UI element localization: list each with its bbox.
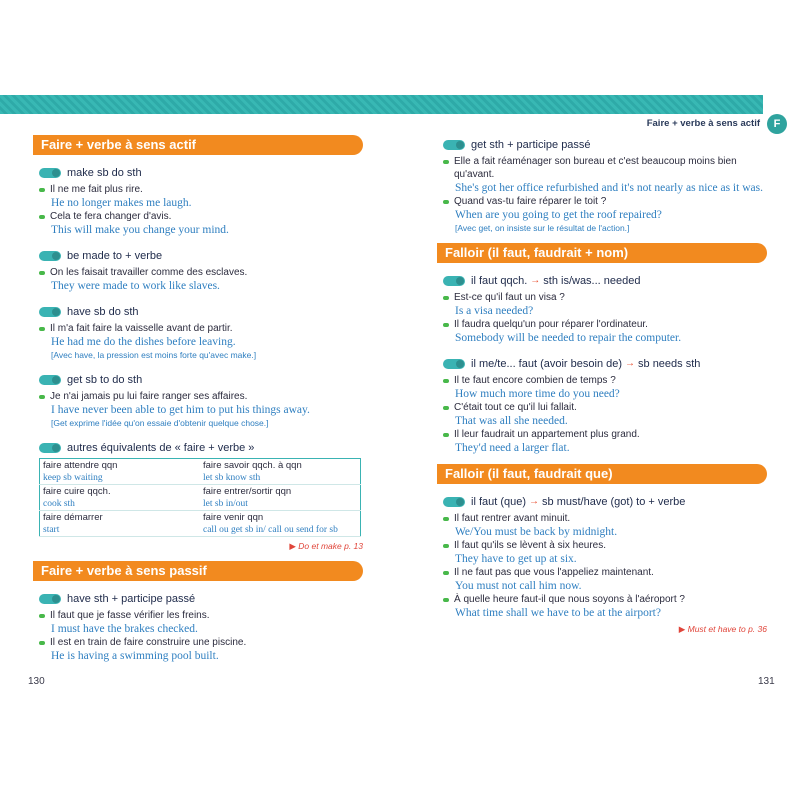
- bullet-icon: [443, 598, 449, 602]
- bullet-icon: [39, 327, 45, 331]
- english-translation: You must not call him now.: [455, 580, 582, 592]
- french-sentence: Il leur faudrait un appartement plus grand.: [454, 429, 640, 440]
- bullet-icon: [443, 406, 449, 410]
- table-row: faire attendre qqn faire savoir qqch. à qqn: [43, 460, 302, 471]
- example: [443, 155, 767, 195]
- triangle-right-icon: ▶: [678, 624, 686, 634]
- french-sentence: Il faut rentrer avant minuit.: [454, 513, 571, 524]
- bullet-icon: [39, 271, 45, 275]
- section-header-falloir-nom: Falloir (il faut, faudrait + nom): [437, 243, 767, 263]
- toggle-icon: [443, 497, 465, 507]
- toggle-icon: [443, 140, 465, 150]
- example: [39, 609, 363, 636]
- pattern-make-sb-do-sth: make sb do sth: [39, 165, 363, 180]
- example: [39, 183, 363, 210]
- french-sentence: Il faudra quelqu'un pour réparer l'ordinateur.: [454, 319, 648, 330]
- bullet-icon: [39, 188, 45, 192]
- english-translation: How much more time do you need?: [455, 388, 620, 400]
- example: [443, 195, 767, 234]
- bullet-icon: [39, 215, 45, 219]
- french-sentence: Il faut que je fasse vérifier les freins.: [50, 610, 210, 621]
- example: [443, 539, 767, 566]
- chapter-running-head: Faire + verbe à sens actif: [646, 118, 760, 129]
- example: [39, 636, 363, 663]
- toggle-icon: [39, 594, 61, 604]
- pattern-have-sth-pp: have sth + participe passé: [39, 591, 363, 606]
- bullet-icon: [443, 323, 449, 327]
- bullet-icon: [443, 517, 449, 521]
- toggle-icon: [39, 307, 61, 317]
- toggle-icon: [39, 375, 61, 385]
- french-sentence: Il est en train de faire construire une piscine.: [50, 637, 247, 648]
- cross-reference-link[interactable]: ▶ Do et make p. 13: [289, 541, 363, 551]
- english-translation: Is a visa needed?: [455, 305, 534, 317]
- example: [443, 512, 767, 539]
- bullet-icon: [39, 641, 45, 645]
- toggle-icon: [443, 359, 465, 369]
- french-sentence: Quand vas-tu faire réparer le toit ?: [454, 196, 607, 207]
- english-translation: He is having a swimming pool built.: [51, 650, 219, 662]
- french-sentence: Il ne me fait plus rire.: [50, 184, 143, 195]
- french-sentence: Est-ce qu'il faut un visa ?: [454, 292, 565, 303]
- table-row: start call ou get sb in/ call ou send for sb: [40, 524, 361, 537]
- french-sentence: Cela te fera changer d'avis.: [50, 211, 172, 222]
- bullet-icon: [443, 296, 449, 300]
- french-sentence: Elle a fait réaménager son bureau et c'est beaucoup moins bien qu'avant.: [454, 156, 737, 180]
- example: [443, 401, 767, 428]
- english-translation: She's got her office refurbished and it's not nearly as nice as it was.: [455, 182, 763, 194]
- english-translation: I must have the brakes checked.: [51, 623, 198, 635]
- section-header-faire-actif: Faire + verbe à sens actif: [33, 135, 363, 155]
- french-sentence: Je n'ai jamais pu lui faire ranger ses affaires.: [50, 391, 248, 402]
- english-translation: I have never been able to get him to put his things away.: [51, 404, 310, 416]
- table-row: keep sb waiting let sb know sth: [40, 472, 361, 485]
- english-translation: He had me do the dishes before leaving.: [51, 336, 236, 348]
- pattern-il-me-faut: il me/te... faut (avoir besoin de) → sb needs sth: [443, 356, 767, 371]
- usage-note: [Get exprime l'idée qu'on essaie d'obtenir quelque chose.]: [51, 418, 269, 428]
- example: [443, 318, 767, 345]
- section-header-falloir-que: Falloir (il faut, faudrait que): [437, 464, 767, 484]
- toggle-icon: [443, 276, 465, 286]
- toggle-icon: [39, 168, 61, 178]
- english-translation: They have to get up at six.: [455, 553, 577, 565]
- table-row: faire démarrer faire venir qqn: [43, 512, 264, 523]
- example: [39, 390, 363, 429]
- french-sentence: Il m'a fait faire la vaisselle avant de partir.: [50, 323, 233, 334]
- example: [443, 593, 767, 620]
- french-sentence: Il te faut encore combien de temps ?: [454, 375, 616, 386]
- arrow-right-icon: →: [625, 358, 636, 369]
- english-translation: They'd need a larger flat.: [455, 442, 570, 454]
- triangle-right-icon: ▶: [289, 541, 296, 551]
- cross-reference-link[interactable]: ▶ Must et have to p. 36: [678, 624, 767, 634]
- pattern-have-sb-do-sth: have sb do sth: [39, 304, 363, 319]
- bullet-icon: [443, 544, 449, 548]
- pattern-il-faut-qqch: il faut qqch. → sth is/was... needed: [443, 273, 767, 288]
- english-translation: Somebody will be needed to repair the computer.: [455, 332, 682, 344]
- chapter-letter-badge: F: [767, 114, 787, 134]
- french-sentence: On les faisait travailler comme des esclaves.: [50, 267, 248, 278]
- pattern-il-faut-que: il faut (que) → sb must/have (got) to + verbe: [443, 494, 767, 509]
- french-sentence: C'était tout ce qu'il lui fallait.: [454, 402, 577, 413]
- english-translation: What time shall we have to be at the airport?: [455, 607, 661, 619]
- bullet-icon: [39, 614, 45, 618]
- english-translation: They were made to work like slaves.: [51, 280, 220, 292]
- toggle-icon: [39, 443, 61, 453]
- bullet-icon: [443, 433, 449, 437]
- page-number-right: 131: [758, 676, 775, 687]
- french-sentence: Il faut qu'ils se lèvent à six heures.: [454, 540, 606, 551]
- section-header-faire-passif: Faire + verbe à sens passif: [33, 561, 363, 581]
- pattern-get-sth-pp: get sth + participe passé: [443, 137, 767, 152]
- example: [443, 374, 767, 401]
- example: [39, 266, 363, 293]
- pattern-get-sb-to-do-sth: get sb to do sth: [39, 372, 363, 387]
- bullet-icon: [39, 395, 45, 399]
- example: [443, 291, 767, 318]
- right-page-column: [437, 135, 767, 635]
- example: [443, 566, 767, 593]
- table-row: cook sth let sb in/out: [40, 498, 361, 511]
- table-row: faire cuire qqch. faire entrer/sortir qqn: [43, 486, 292, 497]
- toggle-icon: [39, 251, 61, 261]
- bullet-icon: [443, 160, 449, 164]
- example: [443, 428, 767, 455]
- arrow-right-icon: →: [529, 496, 540, 507]
- bullet-icon: [443, 200, 449, 204]
- arrow-right-icon: →: [530, 275, 541, 286]
- english-translation: This will make you change your mind.: [51, 224, 229, 236]
- french-sentence: Il ne faut pas que vous l'appeliez maintenant.: [454, 567, 654, 578]
- usage-note: [Avec get, on insiste sur le résultat de l'action.]: [455, 223, 630, 233]
- page-number-left: 130: [28, 676, 45, 687]
- left-page-column: [33, 135, 363, 663]
- english-translation: That was all she needed.: [455, 415, 568, 427]
- pattern-other-equivalents: autres équivalents de « faire + verbe »: [39, 440, 363, 455]
- equivalents-table: [39, 458, 361, 537]
- french-sentence: À quelle heure faut-il que nous soyons à l'aéroport ?: [454, 594, 685, 605]
- pattern-be-made-to: be made to + verbe: [39, 248, 363, 263]
- example: [39, 322, 363, 361]
- english-translation: We/You must be back by midnight.: [455, 526, 618, 538]
- english-translation: He no longer makes me laugh.: [51, 197, 192, 209]
- bullet-icon: [443, 379, 449, 383]
- bullet-icon: [443, 571, 449, 575]
- usage-note: [Avec have, la pression est moins forte qu'avec make.]: [51, 350, 257, 360]
- top-decorative-band: [0, 95, 763, 114]
- example: [39, 210, 363, 237]
- english-translation: When are you going to get the roof repaired?: [455, 209, 662, 221]
